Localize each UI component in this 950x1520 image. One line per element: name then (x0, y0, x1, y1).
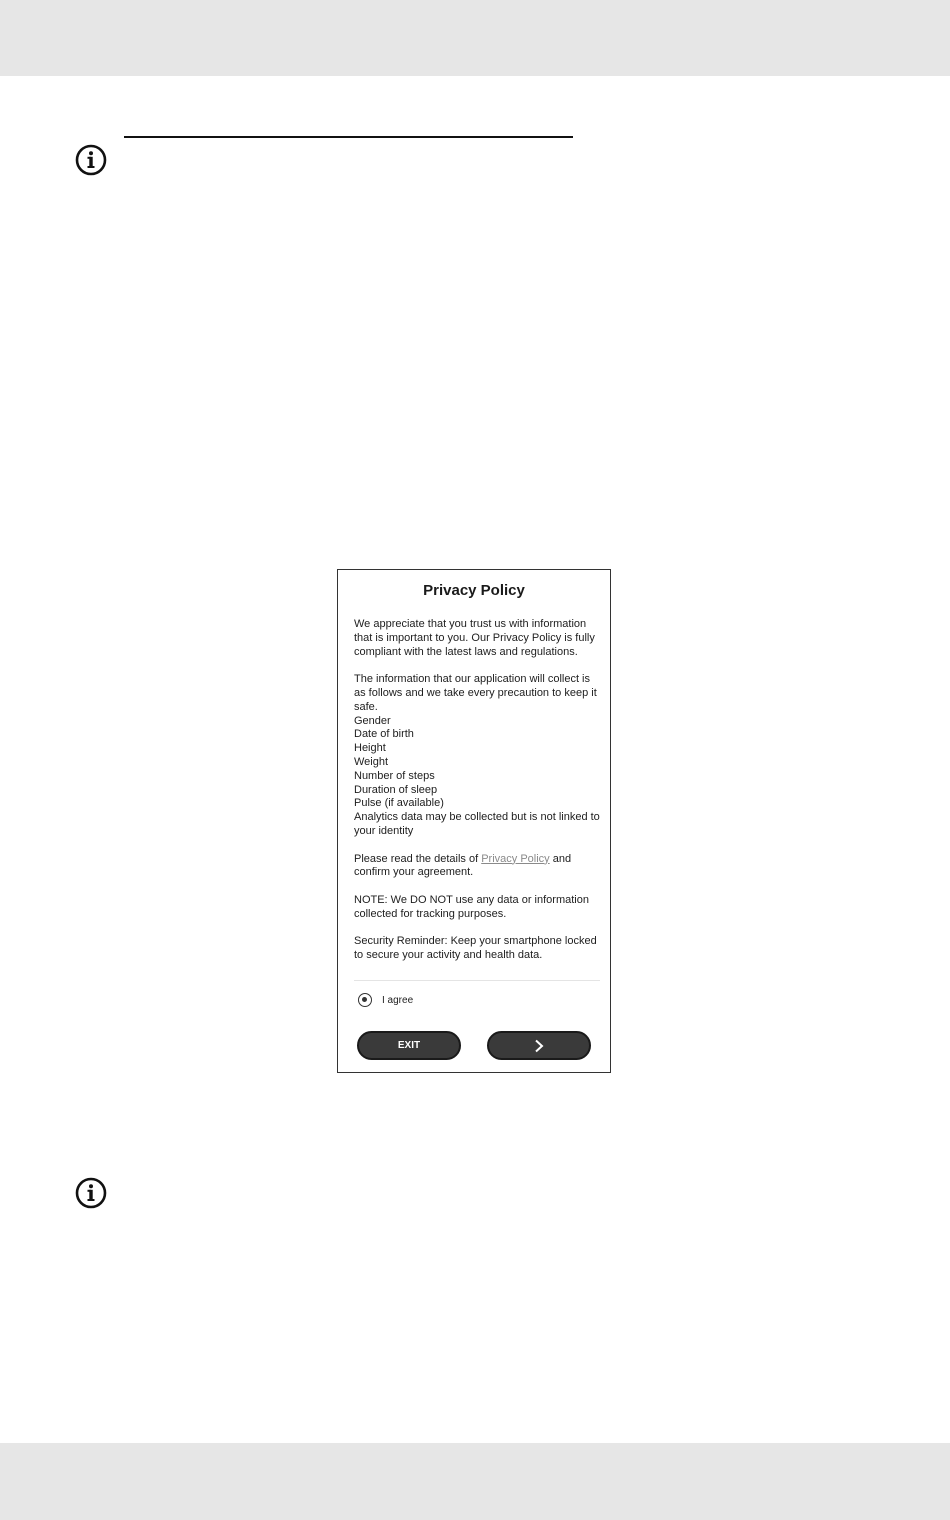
agree-label: I agree (382, 994, 414, 1006)
header-band (0, 0, 950, 76)
collected-item: Analytics data may be collected but is not linked to your identity (354, 811, 600, 837)
security-reminder: Security Reminder: Keep your smartphone locked to secure your activity and health data. (354, 935, 597, 962)
next-button[interactable] (487, 1031, 591, 1060)
info-icon (75, 1177, 107, 1209)
read-details-prefix: Please read the details of (354, 852, 482, 865)
privacy-policy-title: Privacy Policy (423, 582, 525, 599)
section-rule (124, 136, 573, 138)
intro-paragraph: We appreciate that you trust us with information that is important to you. Our Privacy Policy is fully compliant with the latest laws and regulations. (354, 618, 595, 658)
read-details-paragraph (354, 853, 600, 881)
collected-item: Pulse (if available) (354, 797, 444, 810)
collected-item: Date of birth (354, 728, 414, 741)
collected-item: Weight (354, 755, 389, 768)
privacy-policy-screen (337, 569, 611, 1073)
read-details-suffix: and confirm your agreement. (354, 852, 572, 879)
footer-band (0, 1443, 950, 1520)
note-paragraph: NOTE: We DO NOT use any data or information collected for tracking purposes. (354, 893, 589, 920)
privacy-policy-link[interactable]: Privacy Policy (481, 852, 550, 865)
info-icon (75, 144, 107, 176)
collected-item: Duration of sleep (354, 783, 438, 796)
privacy-policy-text[interactable] (354, 618, 600, 978)
agree-option[interactable] (358, 993, 413, 1007)
collected-item: Gender (354, 714, 391, 727)
collected-item: Number of steps (354, 769, 435, 782)
collected-item: Height (354, 742, 386, 755)
exit-button[interactable]: EXIT (357, 1031, 461, 1060)
agree-radio[interactable] (358, 993, 372, 1007)
chevron-right-icon (533, 1039, 545, 1053)
scroll-divider (354, 980, 600, 981)
collect-intro: The information that our application will collect is as follows and we take every precaution to keep it safe. (354, 673, 597, 713)
